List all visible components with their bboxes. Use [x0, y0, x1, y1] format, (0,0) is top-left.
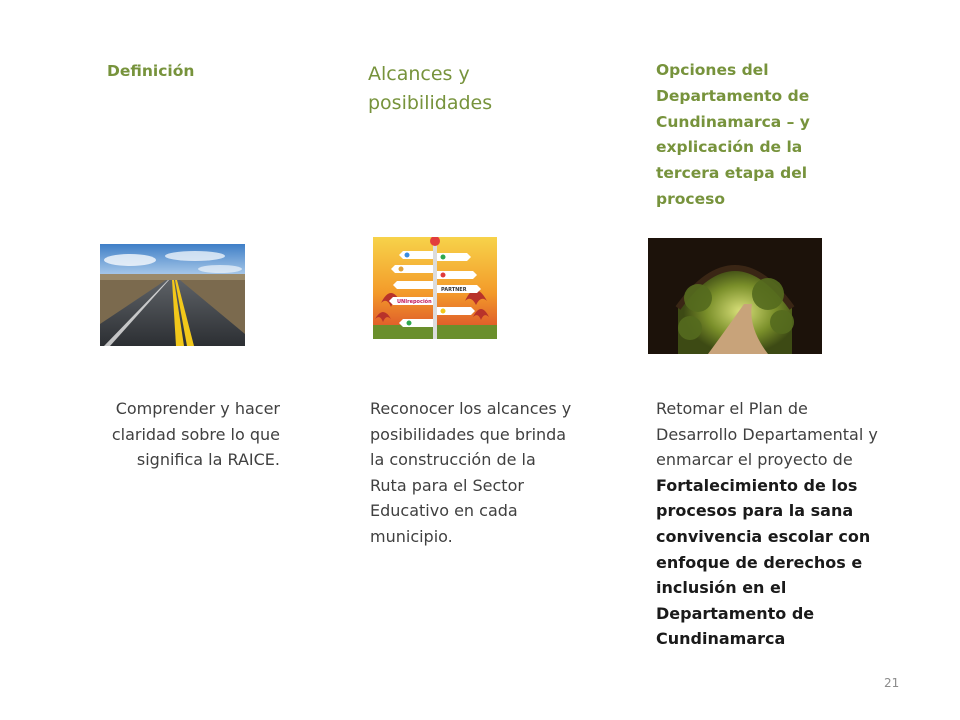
road-highway-photo	[100, 244, 245, 346]
options-text	[656, 396, 891, 652]
options-text-bold: Fortalecimiento de los procesos para la sana convivencia escolar con enfoque de derechos e inclusión en el Departamento de Cundinamarca	[656, 475, 871, 649]
scope-heading: Alcances y posibilidades	[368, 63, 493, 114]
sign-label-unirepocion: UNIrepoción	[397, 299, 432, 305]
scope-text: Reconocer los alcances y posibilidades que brinda la construcción de la Ruta para el Sector Educativo en cada municipio.	[370, 399, 572, 546]
sign-label-partner: PARTNER	[441, 287, 467, 293]
definition-heading: Definición	[107, 62, 195, 80]
garden-tunnel-photo	[648, 238, 822, 354]
definition-text: Comprender y hacer claridad sobre lo que significa la RAICE.	[111, 399, 280, 470]
slide-number: 21	[884, 676, 900, 690]
options-heading: Opciones del Departamento de Cundinamarca – y explicación de la tercera etapa del proceso	[656, 61, 810, 208]
signpost-photo	[373, 237, 497, 339]
options-text-plain: Retomar el Plan de Desarrollo Departamental y enmarcar el proyecto de	[656, 399, 878, 470]
